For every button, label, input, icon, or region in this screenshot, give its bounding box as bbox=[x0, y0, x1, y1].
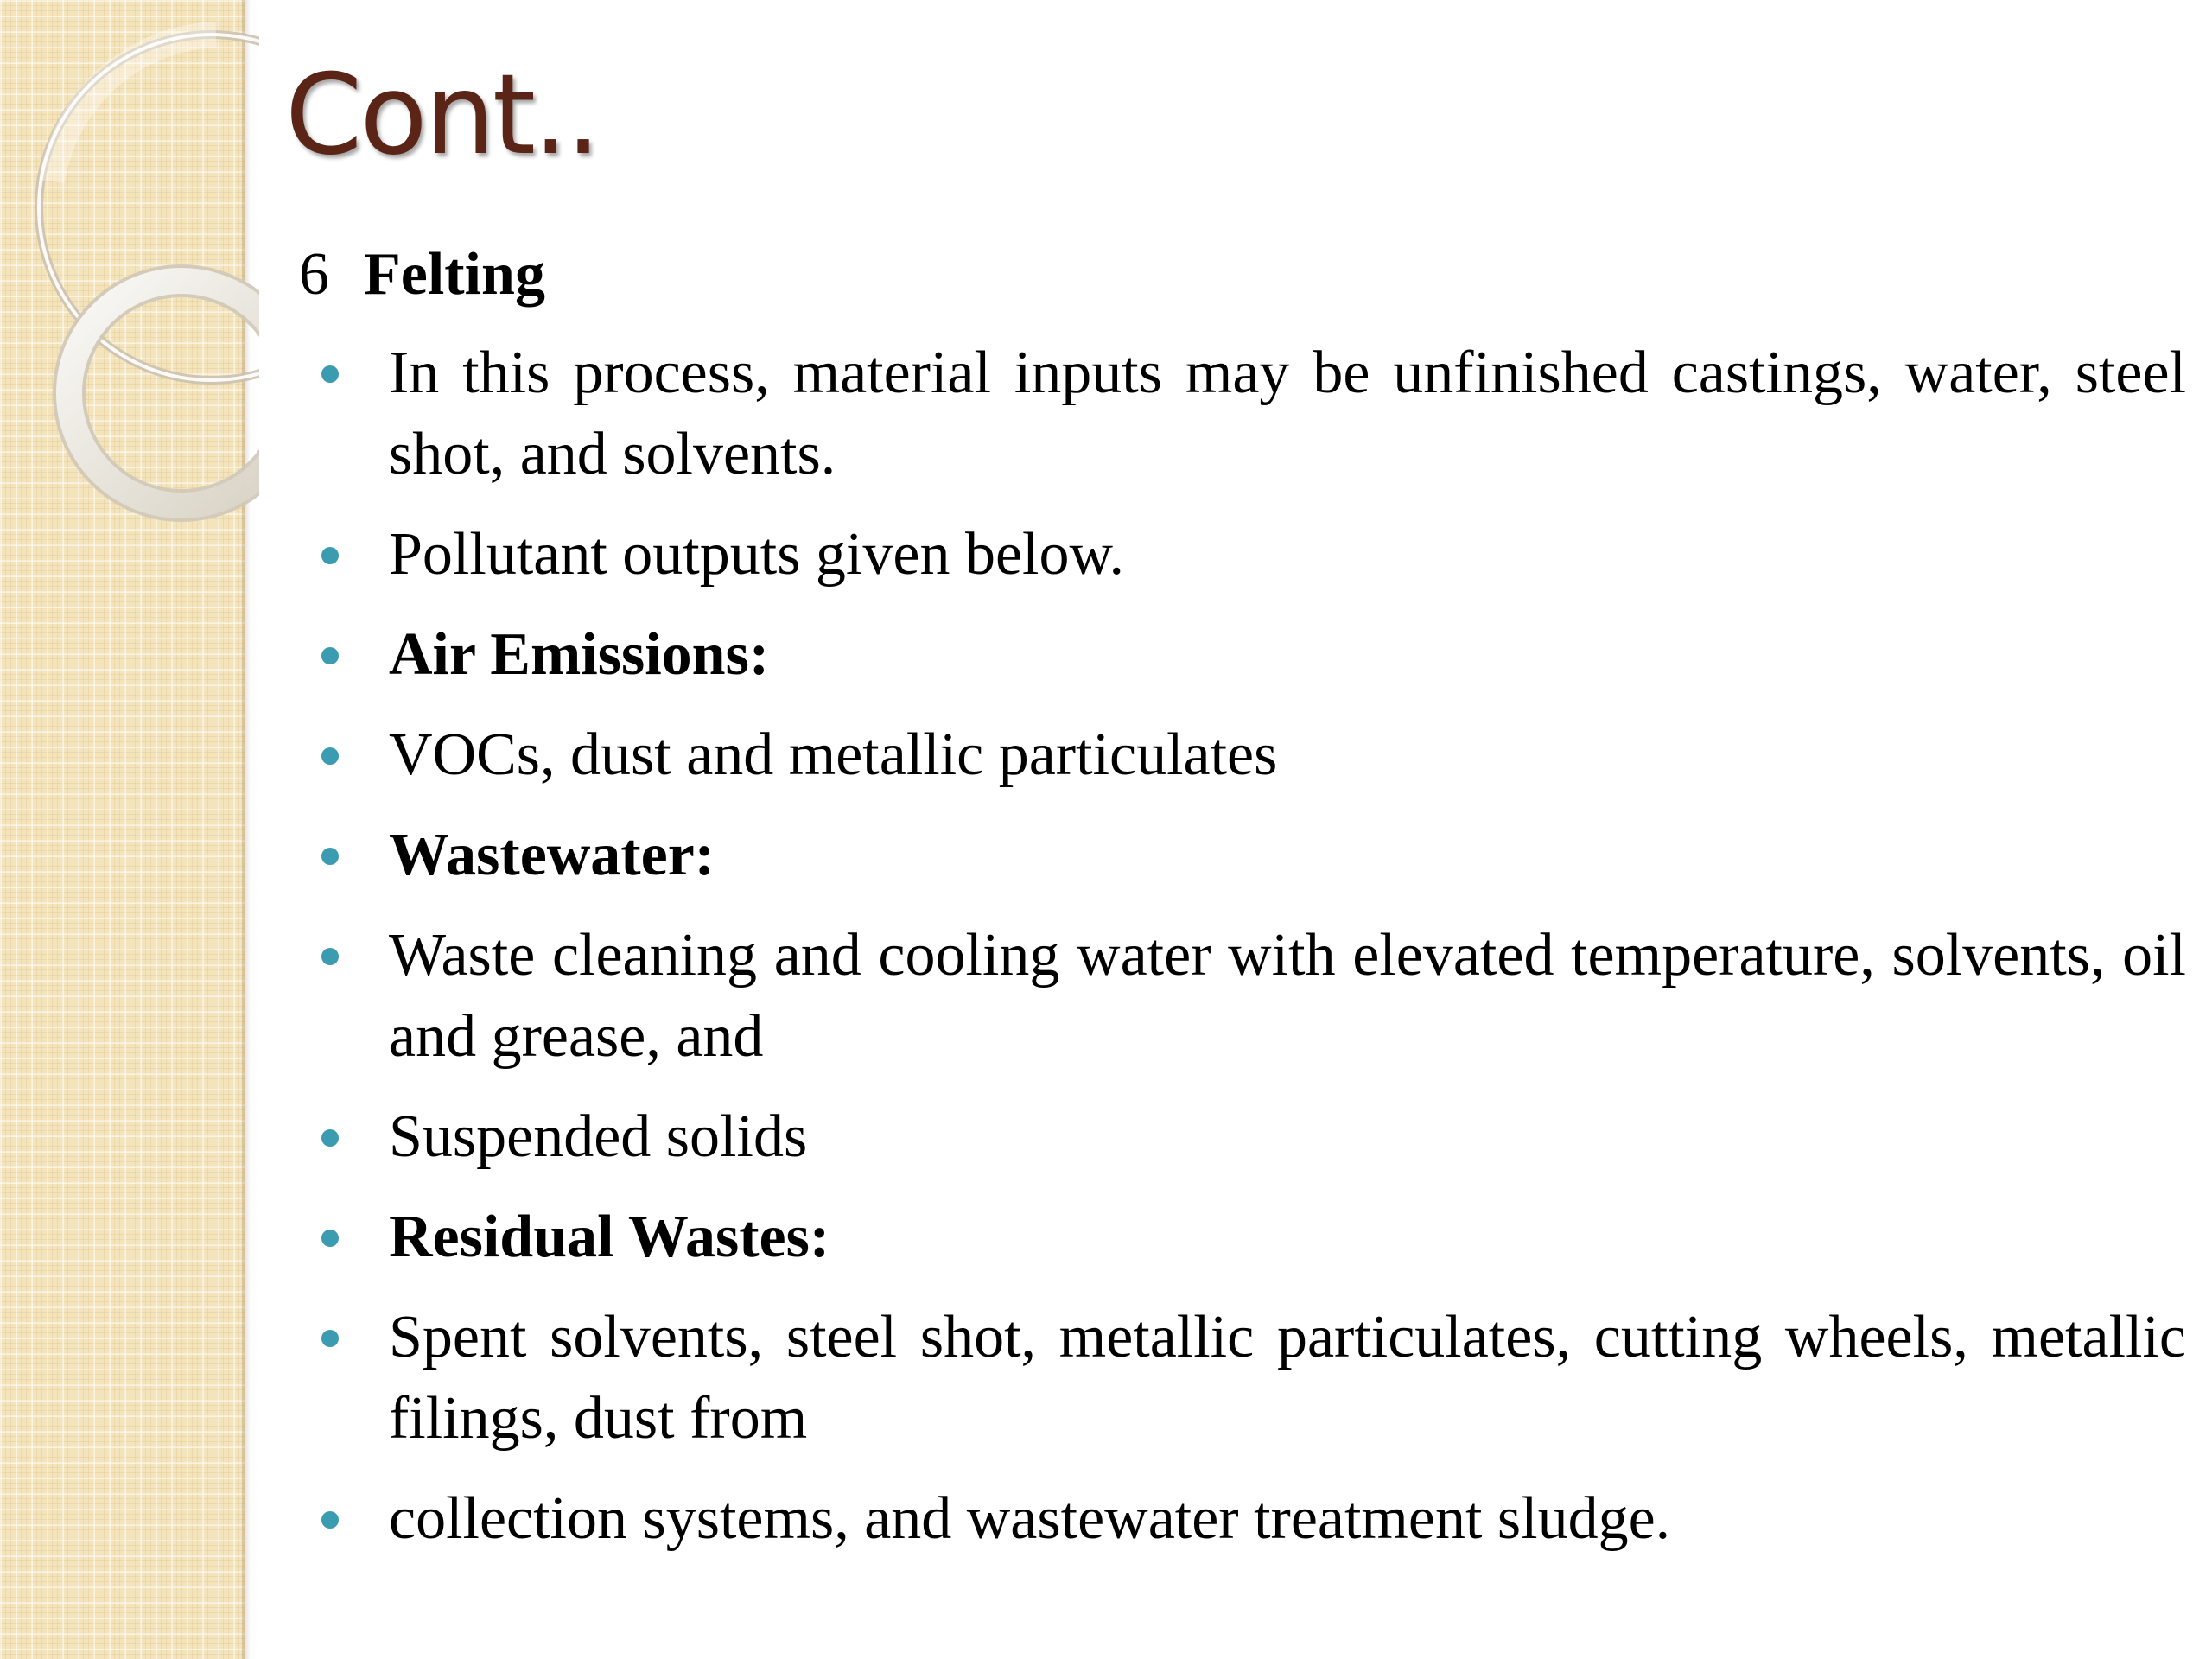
bullet-item-heading bbox=[285, 614, 2186, 696]
bullet-text: Waste cleaning and cooling water with elevated temperature, solvents, oil and grease, and bbox=[389, 922, 2186, 1070]
bullet-item bbox=[285, 715, 2186, 796]
section-number: 6 bbox=[299, 241, 329, 308]
bullet-item bbox=[285, 1096, 2186, 1178]
bullet-item bbox=[285, 915, 2186, 1077]
bullet-text: VOCs, dust and metallic particulates bbox=[389, 721, 1278, 788]
bullet-text: Residual Wastes: bbox=[389, 1204, 830, 1270]
bullet-text: collection systems, and wastewater treatment sludge. bbox=[389, 1485, 1671, 1552]
slide-title: Cont.. bbox=[285, 51, 599, 180]
bullet-text: In this process, material inputs may be unfinished castings, water, steel shot, and solvents. bbox=[389, 340, 2186, 487]
bullet-text: Suspended solids bbox=[389, 1103, 808, 1170]
bullet-list bbox=[285, 333, 2186, 1579]
section-name: Felting bbox=[364, 241, 545, 308]
bullet-icon bbox=[321, 948, 339, 965]
bullet-icon bbox=[321, 1511, 339, 1529]
bullet-text: Wastewater: bbox=[389, 822, 715, 888]
bullet-icon bbox=[321, 1129, 339, 1147]
bullet-icon bbox=[321, 848, 339, 865]
bullet-item bbox=[285, 514, 2186, 595]
bullet-icon bbox=[321, 647, 339, 664]
bullet-icon bbox=[321, 547, 339, 564]
bullet-text: Spent solvents, steel shot, metallic particulates, cutting wheels, metallic filings, dust from bbox=[389, 1304, 2186, 1452]
bullet-icon bbox=[321, 1230, 339, 1247]
decorative-rings-graphic bbox=[0, 0, 259, 553]
bullet-text: Air Emissions: bbox=[389, 621, 770, 688]
bullet-item bbox=[285, 333, 2186, 495]
bullet-item bbox=[285, 1297, 2186, 1459]
section-heading bbox=[299, 240, 545, 310]
bullet-icon bbox=[321, 747, 339, 765]
bullet-item-heading bbox=[285, 1197, 2186, 1278]
bullet-text: Pollutant outputs given below. bbox=[389, 521, 1124, 588]
bullet-item bbox=[285, 1478, 2186, 1560]
bullet-item-heading bbox=[285, 815, 2186, 896]
bullet-icon bbox=[321, 365, 339, 383]
bullet-icon bbox=[321, 1330, 339, 1347]
